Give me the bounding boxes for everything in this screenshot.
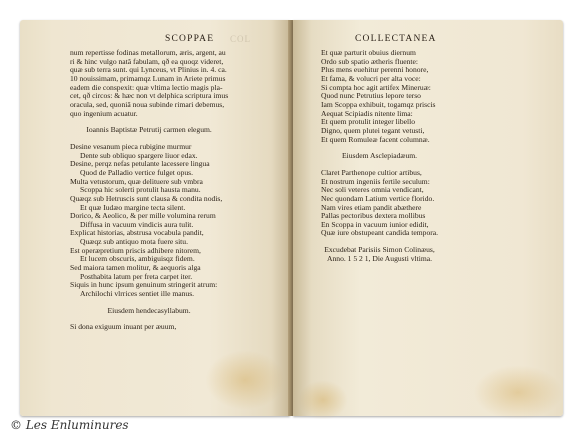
text-line: 10 nouissimam, primamqz Lunam in Ariete primus <box>70 73 226 83</box>
text-line: Ioannis Baptistæ Petrutij carmen elegum. <box>86 125 212 135</box>
text-line: Et lucem obscuris, ambiguisqz fidem. <box>80 254 195 264</box>
text-line: Iam Scoppa exhibuit, togamqz priscis <box>321 99 436 109</box>
text-line: Diffusa in vacuum vindicis aura tulit. <box>80 219 194 229</box>
left-page <box>20 20 290 416</box>
text-line: cet, qð circos: & hæc non vt delphica scriptura imus <box>70 91 229 101</box>
text-line: Et fama, & volucri per alta voce: <box>321 73 421 83</box>
text-line: Et quæ Iudæo margine tecta silent. <box>80 202 186 212</box>
text-line: Dente sub obliquo spargere liuor edax. <box>80 150 198 160</box>
text-line: Et quem protulit integer libello <box>321 117 416 127</box>
text-line: Est operæpretium priscis adhibere nitorem, <box>70 245 201 255</box>
water-stain <box>205 350 285 410</box>
text-line: Anno. 1 5 2 1, Die Augusti vltima. <box>327 253 433 263</box>
text-line: Digno, quem plutei tegant vetusti, <box>321 125 425 135</box>
text-line: Excudebat Parisiis Simon Colinæus, <box>324 245 435 255</box>
text-line: Quæ iure obstupeant candida tempora. <box>321 228 439 238</box>
text-line: Nec quondam Latium vertice florido. <box>321 193 435 203</box>
text-line: Sed maiora tamen molitur, & aequoris alga <box>70 263 201 273</box>
text-line: Et nostrum ingeniis fertile seculum: <box>321 176 430 186</box>
text-line: Scoppa hic solerti protulit hausta manu. <box>80 185 201 195</box>
text-line: Aequat Scipiadis nitente lima: <box>321 108 413 118</box>
left-page-header: SCOPPAE <box>165 34 215 44</box>
text-line: Nec soli veteres omnia vendicant, <box>321 185 424 195</box>
text-line: quo ingenium acuatur. <box>70 108 138 118</box>
right-page-header: COLLECTANEA <box>355 34 437 44</box>
text-line: Et quem Romuleæ facent columnæ. <box>321 134 430 144</box>
copyright-credit: © Les Enluminures <box>10 418 129 432</box>
text-line: Archilochi vlrrices sentiet ille manus. <box>80 289 195 299</box>
text-line: Si compta hoc agit artifex Mineruæ: <box>321 82 431 92</box>
text-line: Pallas pectoribus dextera mollibus <box>321 211 426 221</box>
text-line: Quæqz sub antiquo mota fuere situ. <box>80 237 188 247</box>
right-page <box>293 20 563 416</box>
water-stain <box>473 365 563 420</box>
text-line: Explicat historias, abstrusa vocabula pandit, <box>70 228 204 238</box>
right-page-body <box>321 49 438 263</box>
text-line: Desine, perqz nefas petulante lacessere lingua <box>70 159 210 169</box>
water-stain <box>298 380 348 420</box>
text-line: En Scoppa in vacuum iunior edidit, <box>321 219 429 229</box>
text-line: Quæqz sub Hetruscis sunt clausa & condita nodis, <box>70 193 223 203</box>
text-line: Desine vesanum pieca rubigine murmur <box>70 141 192 151</box>
text-line: Si dona exiguum inuant per æuum, <box>70 322 177 332</box>
text-line: num repertisse fodinas metallorum, æris, argent, au <box>70 48 226 57</box>
text-line: Claret Parthenope cultior artibus, <box>321 167 422 177</box>
text-line: eadem die conspexit: quæ vltima lectio magis pla- <box>70 82 223 92</box>
text-line: Quod nunc Petrutius lepore terso <box>321 91 421 101</box>
text-line: Plus mens euehitur perenni honore, <box>321 65 429 75</box>
text-line: Eiusdem hendecasyllabum. <box>107 305 191 315</box>
text-line: oracula, sed, quoniã noua subinde rimari debemus, <box>70 99 225 109</box>
text-line: Ordo sub spatio ætheris fluente: <box>321 56 419 66</box>
open-book <box>20 20 563 416</box>
left-page-body <box>70 49 228 332</box>
text-line: Eiusdem Asclepiadæum. <box>341 151 418 161</box>
show-through-text: COL <box>230 34 251 44</box>
text-line: Dorico, & Aeolico, & per mille volumina rerum <box>70 211 216 221</box>
text-line: Et quæ parturit obuius diernum <box>321 48 416 57</box>
text-line: quæ sub terra sunt. qui Lynceus, vt Plinius in. 4. ca. <box>70 65 227 75</box>
text-line: Siquis in hunc ipsum genuinum stringerit atrum: <box>70 280 218 290</box>
text-line: ri & hinc vulgo natã fabulam, qð ea quoqz videret, <box>70 56 224 66</box>
text-line: Posthabita latum per freta carpet iter. <box>80 271 193 281</box>
text-line: Nam vires etiam pandit abæthere <box>321 202 422 212</box>
text-line: Multa vetustorum, quæ delituere sub vmbra <box>70 176 203 186</box>
text-line: Quod de Palladio vertice fulget opus. <box>80 167 194 177</box>
